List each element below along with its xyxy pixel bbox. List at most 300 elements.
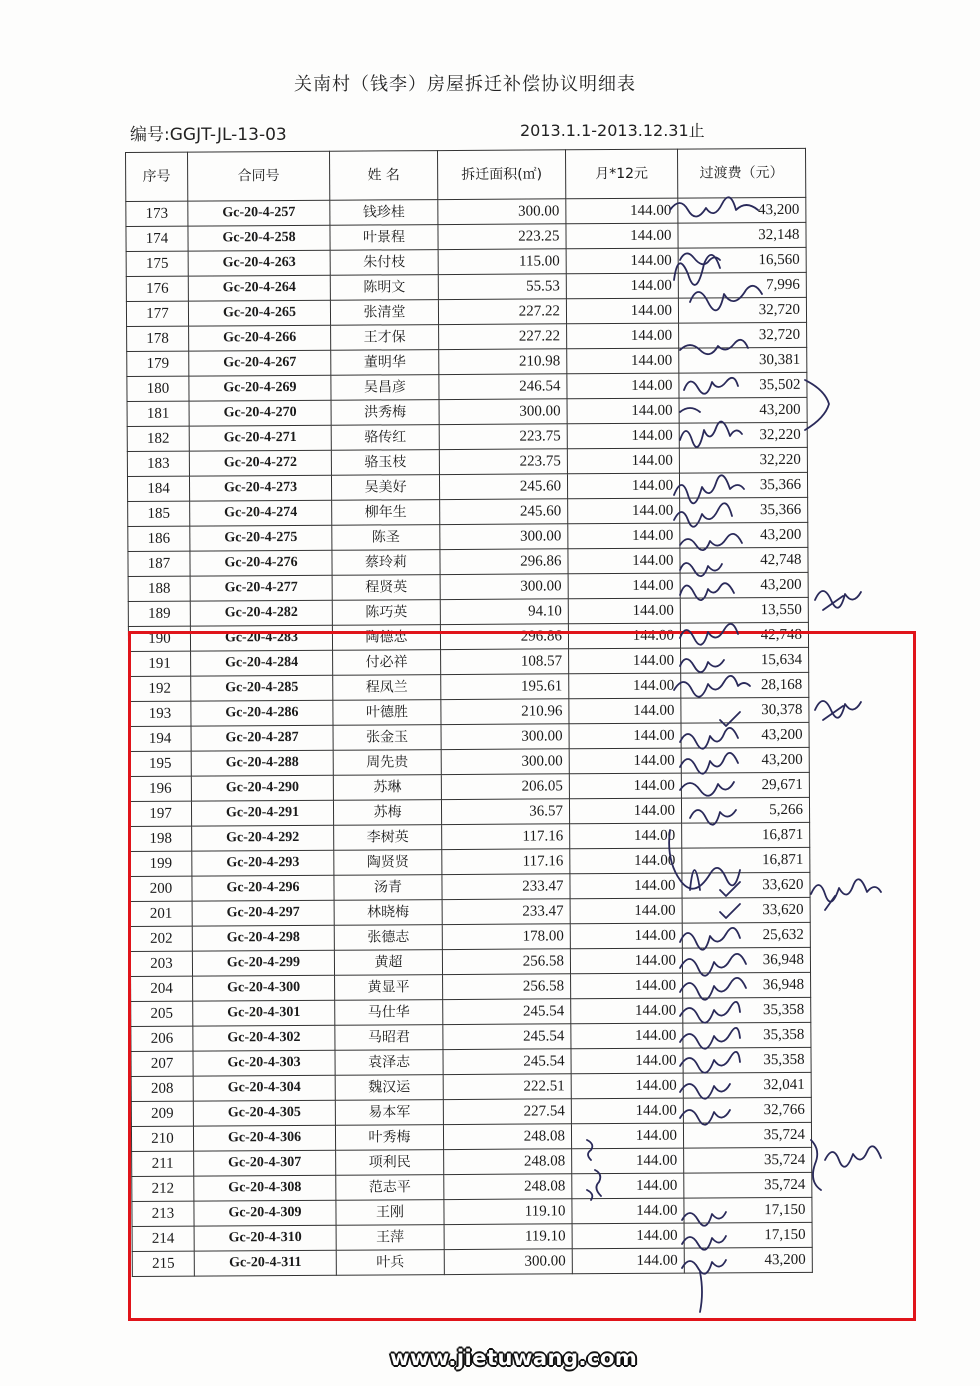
cell-area-text: 222.51 bbox=[523, 1078, 565, 1095]
cell-fee-text: 30,378 bbox=[761, 701, 803, 719]
cell-fee bbox=[678, 272, 806, 298]
cell-rate-text: 144.00 bbox=[631, 477, 674, 494]
cell-area bbox=[438, 249, 566, 275]
cell-seq-text: 196 bbox=[149, 780, 172, 797]
cell-fee-text: 43,200 bbox=[761, 751, 803, 769]
cell-seq bbox=[127, 451, 189, 476]
cell-area-text: 300.00 bbox=[519, 403, 561, 420]
cell-rate-text: 144.00 bbox=[634, 952, 676, 969]
cell-name-text: 林晓梅 bbox=[367, 904, 410, 921]
cell-name-text: 陈圣 bbox=[371, 529, 400, 546]
cell-seq-text: 203 bbox=[150, 955, 173, 972]
cell-seq-text: 173 bbox=[145, 205, 169, 222]
cell-seq-text: 210 bbox=[151, 1130, 174, 1147]
cell-fee-text: 42,748 bbox=[760, 551, 802, 569]
header-seq: 序号 bbox=[126, 152, 188, 201]
cell-name-text: 王才保 bbox=[363, 329, 406, 346]
cell-rate-text: 144.00 bbox=[634, 902, 676, 919]
cell-rate-text: 144.00 bbox=[630, 252, 672, 269]
cell-fee bbox=[680, 572, 808, 598]
cell-name-text: 吴美好 bbox=[364, 479, 407, 496]
cell-name-text: 程贤英 bbox=[365, 579, 408, 596]
cell-name bbox=[332, 525, 440, 551]
watermark-text: www.jietuwang.com bbox=[390, 1346, 638, 1370]
cell-rate-text: 144.00 bbox=[631, 377, 673, 394]
cell-fee bbox=[680, 497, 808, 523]
cell-rate-text: 144.00 bbox=[632, 677, 675, 694]
cell-name-text: 周先贵 bbox=[366, 754, 409, 771]
cell-rate-text: 144.00 bbox=[631, 502, 674, 519]
cell-area bbox=[438, 299, 566, 325]
cell-contract-text: Gc-20-4-264 bbox=[222, 279, 296, 296]
cell-seq-text: 189 bbox=[148, 605, 171, 622]
cell-fee-text: 32,720 bbox=[758, 301, 801, 319]
cell-rate-text: 144.00 bbox=[635, 1052, 677, 1069]
cell-rate bbox=[566, 223, 678, 249]
cell-contract bbox=[189, 425, 331, 451]
cell-name-text: 柳年生 bbox=[364, 504, 407, 521]
cell-area bbox=[439, 324, 567, 350]
cell-name-text: 蔡玲莉 bbox=[364, 554, 408, 571]
cell-contract-text: Gc-20-4-271 bbox=[223, 429, 297, 446]
cell-fee-text: 35,724 bbox=[763, 1151, 806, 1169]
cell-seq bbox=[127, 476, 189, 501]
cell-fee-text: 43,200 bbox=[764, 1251, 806, 1269]
cell-area-text: 246.54 bbox=[519, 378, 561, 395]
cell-fee bbox=[680, 522, 808, 548]
cell-fee-text: 32,041 bbox=[763, 1076, 805, 1094]
cell-area-text: 233.47 bbox=[522, 903, 564, 920]
cell-rate-text: 144.00 bbox=[632, 577, 674, 594]
cell-rate-text: 144.00 bbox=[634, 877, 676, 894]
cell-fee bbox=[679, 372, 807, 398]
cell-fee bbox=[678, 222, 806, 248]
cell-contract bbox=[189, 325, 331, 351]
cell-fee-text: 16,871 bbox=[761, 826, 804, 844]
cell-contract-text: Gc-20-4-300 bbox=[227, 979, 301, 996]
cell-name-text: 马昭君 bbox=[367, 1029, 410, 1046]
document-period: 2013.1.1-2013.12.31止 bbox=[520, 121, 705, 140]
cell-contract-text: Gc-20-4-282 bbox=[224, 604, 298, 621]
cell-fee-text: 17,150 bbox=[764, 1226, 806, 1244]
cell-rate-text: 144.00 bbox=[634, 927, 676, 944]
cell-name-text: 程凤兰 bbox=[365, 679, 408, 696]
cell-rate-text: 144.00 bbox=[632, 527, 674, 544]
cell-name bbox=[331, 350, 439, 376]
cell-name-text: 苏梅 bbox=[373, 804, 402, 821]
red-highlight-box bbox=[128, 631, 916, 1321]
cell-area-text: 227.22 bbox=[518, 328, 561, 345]
cell-area-text: 119.10 bbox=[524, 1203, 566, 1220]
cell-area-text: 210.96 bbox=[521, 703, 563, 720]
cell-seq bbox=[126, 226, 188, 251]
cell-fee bbox=[679, 347, 807, 373]
cell-fee bbox=[678, 297, 806, 323]
cell-rate-text: 144.00 bbox=[633, 727, 675, 744]
cell-fee-text: 17,150 bbox=[764, 1201, 806, 1219]
cell-rate-text: 144.00 bbox=[630, 202, 672, 219]
cell-name bbox=[330, 300, 438, 326]
cell-seq bbox=[128, 551, 190, 576]
cell-seq-text: 193 bbox=[148, 705, 172, 722]
cell-area-text: 55.53 bbox=[526, 278, 560, 295]
cell-name bbox=[330, 250, 438, 276]
cell-name-text: 袁泽志 bbox=[368, 1054, 411, 1071]
cell-rate bbox=[568, 573, 680, 599]
cell-area-text: 245.54 bbox=[523, 1053, 565, 1070]
cell-fee bbox=[679, 322, 807, 348]
header-name: 姓 名 bbox=[329, 151, 437, 201]
cell-name-text: 陈巧英 bbox=[365, 604, 408, 621]
cell-name-text: 马仕华 bbox=[367, 1004, 410, 1021]
cell-rate-text: 144.00 bbox=[630, 227, 672, 244]
cell-rate-text: 144.00 bbox=[630, 277, 672, 294]
cell-rate bbox=[568, 523, 680, 549]
cell-area bbox=[440, 574, 568, 600]
watermark bbox=[390, 1346, 638, 1376]
cell-fee-text: 36,948 bbox=[762, 951, 804, 969]
cell-fee-text: 43,200 bbox=[758, 201, 800, 219]
cell-contract-text: Gc-20-4-266 bbox=[223, 329, 297, 346]
cell-fee-text: 25,632 bbox=[762, 926, 804, 944]
cell-rate-text: 144.00 bbox=[636, 1202, 678, 1219]
document-number: 编号:GGJT-JL-13-03 bbox=[130, 125, 287, 145]
cell-contract bbox=[189, 450, 331, 476]
cell-rate bbox=[567, 398, 679, 424]
cell-name-text: 叶秀梅 bbox=[368, 1129, 411, 1146]
cell-rate bbox=[566, 248, 678, 274]
cell-rate bbox=[567, 373, 679, 399]
cell-area-text: 245.60 bbox=[519, 478, 562, 495]
cell-rate-text: 144.00 bbox=[631, 452, 673, 469]
cell-area-text: 227.54 bbox=[523, 1103, 565, 1120]
cell-seq bbox=[127, 426, 189, 451]
cell-contract-text: Gc-20-4-307 bbox=[228, 1154, 302, 1171]
cell-name-text: 陶贤贤 bbox=[366, 854, 409, 871]
cell-rate-text: 144.00 bbox=[635, 1027, 677, 1044]
cell-fee-text: 43,200 bbox=[760, 526, 802, 544]
cell-rate-text: 144.00 bbox=[633, 802, 676, 819]
cell-area-text: 195.61 bbox=[520, 678, 563, 695]
cell-name-text: 朱付枝 bbox=[363, 254, 406, 271]
cell-seq-text: 181 bbox=[146, 405, 170, 422]
cell-rate bbox=[566, 198, 678, 224]
cell-fee-text: 35,724 bbox=[763, 1126, 806, 1144]
cell-fee-text: 35,502 bbox=[759, 376, 801, 394]
cell-name-text: 钱珍桂 bbox=[362, 204, 405, 221]
cell-area-text: 227.22 bbox=[518, 303, 561, 320]
cell-name bbox=[332, 500, 440, 526]
cell-seq-text: 179 bbox=[146, 355, 170, 372]
cell-fee-text: 36,948 bbox=[762, 976, 805, 994]
cell-seq bbox=[128, 576, 190, 601]
cell-name-text: 陈明文 bbox=[363, 279, 406, 296]
cell-contract bbox=[188, 200, 330, 226]
cell-seq-text: 204 bbox=[150, 980, 173, 997]
cell-contract-text: Gc-20-4-298 bbox=[226, 929, 300, 946]
cell-seq bbox=[126, 276, 188, 301]
cell-fee bbox=[680, 547, 808, 573]
cell-area bbox=[439, 474, 567, 500]
cell-rate-text: 144.00 bbox=[630, 302, 673, 319]
cell-rate bbox=[568, 548, 680, 574]
cell-contract-text: Gc-20-4-291 bbox=[225, 804, 300, 821]
cell-rate bbox=[567, 473, 679, 499]
header-area: 拆迁面积(㎡) bbox=[437, 150, 565, 200]
cell-seq-text: 174 bbox=[145, 230, 169, 247]
cell-area bbox=[438, 224, 566, 250]
cell-contract bbox=[188, 225, 330, 251]
cell-area-text: 300.00 bbox=[520, 528, 562, 545]
cell-rate-text: 144.00 bbox=[635, 1152, 678, 1169]
cell-name bbox=[331, 325, 439, 351]
cell-contract-text: Gc-20-4-299 bbox=[226, 954, 301, 971]
cell-name-text: 骆玉枝 bbox=[364, 454, 407, 471]
cell-contract-text: Gc-20-4-284 bbox=[225, 654, 299, 671]
cell-rate-text: 144.00 bbox=[635, 1077, 677, 1094]
cell-seq-text: 182 bbox=[146, 430, 170, 447]
header-rate: 月*12元 bbox=[565, 149, 677, 199]
cell-area-text: 233.47 bbox=[522, 878, 564, 895]
cell-seq bbox=[127, 351, 189, 376]
cell-fee-text: 35,358 bbox=[763, 1026, 805, 1044]
cell-rate-text: 144.00 bbox=[635, 1127, 678, 1144]
cell-contract-text: Gc-20-4-292 bbox=[226, 829, 300, 846]
cell-area-text: 248.08 bbox=[523, 1128, 566, 1145]
cell-area bbox=[439, 349, 567, 375]
cell-contract bbox=[188, 275, 330, 301]
cell-area-text: 300.00 bbox=[520, 578, 562, 595]
cell-name bbox=[331, 475, 439, 501]
cell-contract-text: Gc-20-4-308 bbox=[228, 1179, 302, 1196]
cell-contract-text: Gc-20-4-297 bbox=[226, 904, 300, 921]
cell-contract-text: Gc-20-4-276 bbox=[224, 554, 298, 571]
cell-fee-text: 30,381 bbox=[758, 351, 801, 369]
cell-seq-text: 212 bbox=[151, 1180, 175, 1197]
header-contract: 合同号 bbox=[188, 151, 330, 201]
cell-name bbox=[330, 225, 438, 251]
cell-name bbox=[331, 400, 439, 426]
cell-rate-text: 144.00 bbox=[633, 827, 676, 844]
cell-seq-text: 175 bbox=[145, 255, 169, 272]
cell-fee bbox=[679, 422, 807, 448]
cell-contract bbox=[190, 550, 332, 576]
cell-name-text: 项利民 bbox=[368, 1154, 411, 1171]
cell-seq-text: 199 bbox=[149, 855, 173, 872]
cell-area-text: 117.16 bbox=[522, 853, 564, 870]
cell-seq-text: 190 bbox=[148, 630, 171, 647]
cell-fee-text: 15,634 bbox=[760, 651, 803, 669]
cell-fee-text: 32,148 bbox=[758, 226, 800, 244]
cell-seq-text: 195 bbox=[148, 755, 172, 772]
cell-fee-text: 13,550 bbox=[760, 601, 802, 619]
cell-name-text: 王萍 bbox=[376, 1229, 405, 1246]
cell-rate-text: 144.00 bbox=[636, 1252, 678, 1269]
cell-fee-text: 32,220 bbox=[759, 426, 801, 444]
cell-name-text: 李树英 bbox=[366, 829, 409, 846]
cell-rate-text: 144.00 bbox=[632, 552, 674, 569]
cell-name bbox=[331, 425, 439, 451]
cell-area-text: 115.00 bbox=[518, 253, 560, 270]
cell-name bbox=[332, 600, 440, 626]
cell-rate bbox=[567, 323, 679, 349]
cell-name-text: 洪秀梅 bbox=[364, 404, 407, 421]
cell-contract bbox=[190, 525, 332, 551]
cell-fee-text: 32,720 bbox=[758, 326, 801, 344]
cell-area-text: 178.00 bbox=[522, 928, 564, 945]
cell-area bbox=[440, 549, 568, 575]
cell-area-text: 256.58 bbox=[522, 978, 565, 995]
cell-contract-text: Gc-20-4-270 bbox=[223, 404, 297, 421]
cell-contract bbox=[190, 575, 332, 601]
cell-fee-text: 35,366 bbox=[759, 501, 802, 519]
cell-fee bbox=[678, 247, 806, 273]
cell-contract-text: Gc-20-4-285 bbox=[225, 679, 299, 696]
cell-area bbox=[439, 449, 567, 475]
cell-seq-text: 176 bbox=[146, 280, 169, 297]
cell-name-text: 黄显平 bbox=[367, 979, 410, 996]
cell-contract-text: Gc-20-4-309 bbox=[228, 1204, 302, 1221]
cell-name-text: 叶德胜 bbox=[365, 704, 408, 721]
cell-name-text: 张德志 bbox=[367, 929, 410, 946]
cell-fee bbox=[679, 472, 807, 498]
cell-area bbox=[438, 274, 566, 300]
cell-rate-text: 144.00 bbox=[635, 1102, 677, 1119]
cell-contract-text: Gc-20-4-306 bbox=[227, 1129, 302, 1146]
cell-rate-text: 144.00 bbox=[634, 852, 676, 869]
cell-fee bbox=[678, 197, 806, 223]
cell-contract bbox=[189, 375, 331, 401]
cell-area-text: 119.10 bbox=[524, 1228, 566, 1245]
cell-rate bbox=[566, 298, 678, 324]
cell-contract-text: Gc-20-4-283 bbox=[224, 629, 299, 646]
cell-contract bbox=[189, 475, 331, 501]
cell-rate bbox=[567, 448, 679, 474]
cell-contract-text: Gc-20-4-273 bbox=[223, 479, 298, 496]
cell-rate bbox=[567, 348, 679, 374]
cell-seq bbox=[126, 251, 188, 276]
cell-seq bbox=[128, 601, 190, 626]
cell-contract-text: Gc-20-4-290 bbox=[225, 779, 299, 796]
cell-area-text: 210.98 bbox=[518, 353, 561, 370]
cell-seq-text: 202 bbox=[150, 930, 173, 947]
cell-area-text: 300.00 bbox=[518, 203, 560, 220]
header-fee: 过渡费（元） bbox=[677, 148, 805, 198]
cell-name bbox=[330, 200, 438, 226]
cell-contract-text: Gc-20-4-304 bbox=[227, 1079, 301, 1096]
cell-fee-text: 32,220 bbox=[759, 451, 801, 469]
cell-name-text: 付必祥 bbox=[365, 654, 408, 671]
cell-name-text: 董明华 bbox=[363, 354, 406, 371]
cell-contract-text: Gc-20-4-275 bbox=[224, 529, 298, 546]
cell-area-text: 36.57 bbox=[529, 803, 564, 820]
cell-fee bbox=[679, 447, 807, 473]
cell-seq-text: 205 bbox=[150, 1005, 174, 1022]
cell-seq-text: 185 bbox=[147, 505, 171, 522]
cell-fee-text: 35,366 bbox=[759, 476, 802, 494]
cell-contract bbox=[190, 600, 332, 626]
cell-name-text: 苏琳 bbox=[373, 779, 402, 796]
cell-contract bbox=[189, 350, 331, 376]
cell-area-text: 296.86 bbox=[520, 628, 563, 645]
cell-fee-text: 33,620 bbox=[762, 876, 804, 894]
cell-seq-text: 186 bbox=[147, 530, 171, 547]
cell-fee-text: 16,871 bbox=[762, 851, 804, 869]
cell-seq-text: 191 bbox=[148, 655, 171, 672]
cell-rate bbox=[566, 273, 678, 299]
cell-fee-text: 16,560 bbox=[758, 251, 800, 269]
cell-contract bbox=[190, 500, 332, 526]
cell-seq-text: 183 bbox=[147, 455, 170, 472]
cell-area bbox=[439, 399, 567, 425]
cell-name-text: 王刚 bbox=[375, 1204, 405, 1221]
cell-rate-text: 144.00 bbox=[633, 777, 675, 794]
cell-contract-text: Gc-20-4-293 bbox=[226, 854, 300, 871]
cell-rate-text: 144.00 bbox=[636, 1227, 678, 1244]
cell-seq-text: 215 bbox=[151, 1255, 175, 1272]
cell-seq-text: 208 bbox=[150, 1080, 174, 1097]
cell-contract-text: Gc-20-4-265 bbox=[222, 304, 297, 321]
cell-seq-text: 188 bbox=[147, 580, 171, 597]
cell-contract-text: Gc-20-4-296 bbox=[226, 879, 300, 896]
cell-rate bbox=[568, 598, 680, 624]
cell-contract-text: Gc-20-4-288 bbox=[225, 754, 299, 771]
cell-contract-text: Gc-20-4-305 bbox=[227, 1104, 301, 1121]
cell-seq-text: 178 bbox=[146, 330, 169, 347]
cell-rate-text: 144.00 bbox=[632, 627, 675, 644]
cell-area-text: 223.25 bbox=[518, 228, 560, 245]
cell-area bbox=[439, 424, 567, 450]
cell-rate-text: 144.00 bbox=[631, 402, 673, 419]
cell-seq bbox=[128, 501, 190, 526]
cell-seq bbox=[128, 526, 190, 551]
cell-contract-text: Gc-20-4-302 bbox=[227, 1029, 301, 1046]
cell-area-text: 206.05 bbox=[521, 778, 563, 795]
cell-contract-text: Gc-20-4-287 bbox=[225, 729, 299, 746]
cell-fee-text: 29,671 bbox=[761, 776, 803, 794]
cell-fee-text: 43,200 bbox=[761, 726, 803, 744]
cell-rate-text: 144.00 bbox=[630, 352, 673, 369]
cell-name-text: 易本军 bbox=[368, 1104, 411, 1121]
cell-contract-text: Gc-20-4-310 bbox=[228, 1229, 302, 1246]
cell-name-text: 吴昌彦 bbox=[363, 379, 406, 396]
cell-contract-text: Gc-20-4-301 bbox=[227, 1004, 301, 1021]
cell-area-text: 223.75 bbox=[519, 453, 561, 470]
cell-seq-text: 187 bbox=[147, 555, 171, 572]
cell-fee bbox=[679, 397, 807, 423]
cell-rate bbox=[567, 423, 679, 449]
cell-seq bbox=[127, 326, 189, 351]
cell-fee-text: 35,358 bbox=[763, 1051, 805, 1069]
cell-area-text: 245.60 bbox=[519, 503, 562, 520]
cell-rate-text: 144.00 bbox=[630, 327, 673, 344]
cell-fee-text: 28,168 bbox=[760, 676, 803, 694]
cell-rate-text: 144.00 bbox=[634, 1002, 677, 1019]
cell-area-text: 248.08 bbox=[524, 1178, 566, 1195]
cell-name-text: 范志平 bbox=[368, 1179, 411, 1196]
cell-name bbox=[331, 450, 439, 476]
cell-seq-text: 209 bbox=[151, 1105, 174, 1122]
cell-seq-text: 198 bbox=[149, 830, 172, 847]
cell-area-text: 248.08 bbox=[523, 1153, 566, 1170]
cell-rate-text: 144.00 bbox=[633, 702, 675, 719]
document-title: 关南村（钱李）房屋拆迁补偿协议明细表 bbox=[294, 74, 636, 95]
cell-contract bbox=[188, 250, 330, 276]
cell-fee-text: 42,748 bbox=[760, 626, 803, 644]
cell-contract-text: Gc-20-4-286 bbox=[225, 704, 299, 721]
table-header-row bbox=[126, 148, 806, 201]
cell-contract-text: Gc-20-4-257 bbox=[222, 204, 296, 221]
